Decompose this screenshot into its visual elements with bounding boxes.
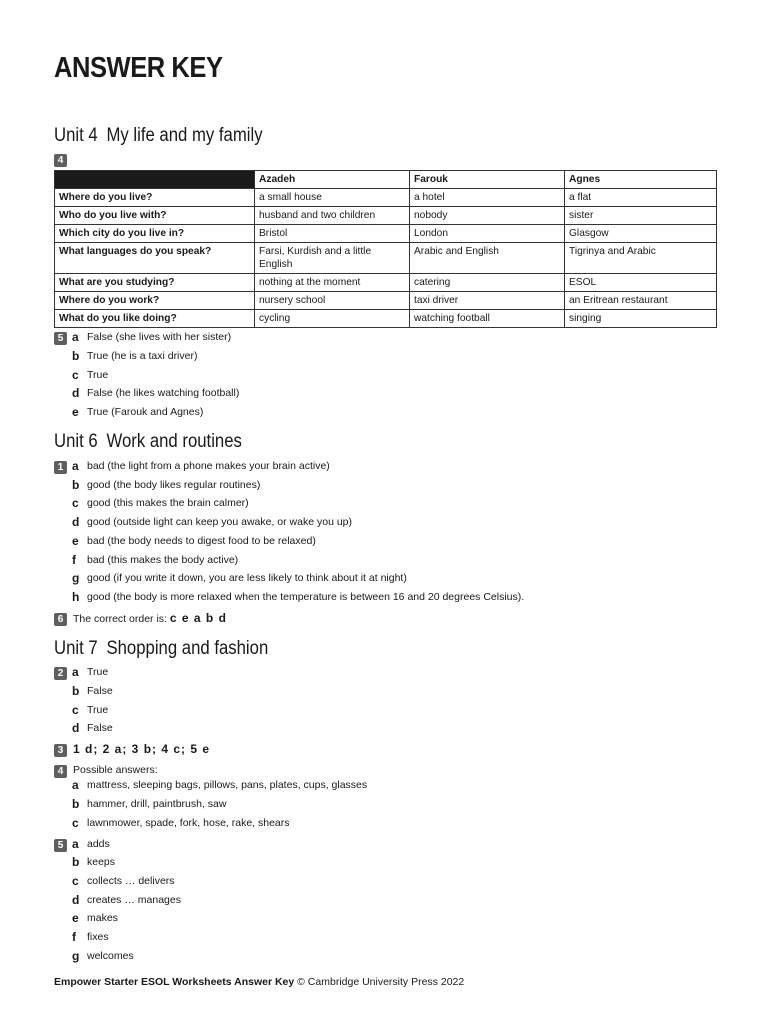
- table-cell: Arabic and English: [410, 243, 565, 274]
- table-cell: an Eritrean restaurant: [565, 292, 717, 310]
- table-header-blank: [55, 171, 255, 189]
- table-cell: Where do you work?: [55, 292, 255, 310]
- exercise-badge: 5: [54, 839, 67, 852]
- item-text: bad (this makes the body active): [87, 554, 239, 566]
- exercise-badge: 1: [54, 461, 67, 474]
- item-label: a: [72, 330, 79, 344]
- unit-6-number: Unit 6: [54, 431, 98, 452]
- unit-6-name: Work and routines: [106, 431, 242, 452]
- item-label: b: [72, 684, 80, 698]
- item-label: b: [72, 349, 80, 363]
- table-row: [55, 225, 717, 243]
- exercise-badge: 2: [54, 667, 67, 680]
- unit-7-number: Unit 7: [54, 638, 98, 659]
- table-cell: Where do you live?: [55, 189, 255, 207]
- item-text: False: [87, 722, 113, 734]
- item-label: d: [72, 386, 80, 400]
- page-title: ANSWER KEY: [54, 52, 223, 84]
- table-cell: Who do you live with?: [55, 207, 255, 225]
- table-cell: [255, 243, 410, 274]
- table-cell: nursery school: [255, 292, 410, 310]
- table-header: Azadeh: [255, 171, 410, 189]
- item-text: good (if you write it down, you are less likely to think about it at night): [87, 572, 407, 584]
- exercise-badge: 4: [54, 154, 67, 167]
- item-text: False: [87, 685, 113, 697]
- item-label: g: [72, 571, 80, 585]
- item-label: c: [72, 496, 79, 510]
- item-label: c: [72, 368, 79, 382]
- item-text: bad (the light from a phone makes your brain active): [87, 460, 330, 472]
- item-text: good (the body likes regular routines): [87, 479, 261, 491]
- table-cell-text: Farsi, Kurdish and a little English: [259, 246, 372, 270]
- table-cell: What languages do you speak?: [55, 243, 255, 274]
- table-cell: a flat: [565, 189, 717, 207]
- item-text: True: [87, 704, 109, 716]
- unit-4-number: Unit 4: [54, 125, 98, 146]
- correct-order-prefix: The correct order is:: [73, 613, 167, 625]
- item-label: c: [72, 816, 79, 830]
- footer-title: Empower Starter ESOL Worksheets Answer Key: [54, 976, 295, 988]
- table-cell: husband and two children: [255, 207, 410, 225]
- page-footer: [54, 976, 464, 988]
- item-label: e: [72, 405, 79, 419]
- possible-answers-intro: Possible answers:: [73, 764, 158, 776]
- table-row: [55, 274, 717, 292]
- item-label: f: [72, 930, 76, 944]
- item-text: True (he is a taxi driver): [87, 350, 198, 362]
- unit-7-name: Shopping and fashion: [106, 638, 269, 659]
- table-cell: watching football: [410, 310, 565, 328]
- item-text: True: [87, 369, 109, 381]
- item-text: welcomes: [87, 950, 134, 962]
- table-header: Agnes: [565, 171, 717, 189]
- item-text: adds: [87, 838, 110, 850]
- unit-7-heading: [54, 638, 268, 660]
- table-cell: catering: [410, 274, 565, 292]
- item-text: bad (the body needs to digest food to be relaxed): [87, 535, 316, 547]
- table-cell: What are you studying?: [55, 274, 255, 292]
- table-row: [55, 243, 717, 274]
- item-text: good (the body is more relaxed when the temperature is between 16 and 20 degrees Celsius).: [87, 591, 525, 603]
- item-text: lawnmower, spade, fork, hose, rake, shears: [87, 817, 290, 829]
- item-label: a: [72, 778, 79, 792]
- item-label: c: [72, 874, 79, 888]
- item-label: d: [72, 515, 80, 529]
- item-text: makes: [87, 912, 118, 924]
- table-row: [55, 292, 717, 310]
- exercise-badge: 5: [54, 332, 67, 345]
- item-label: a: [72, 459, 79, 473]
- table-cell: Which city do you live in?: [55, 225, 255, 243]
- exercise-badge: 6: [54, 613, 67, 626]
- table-cell: Tigrinya and Arabic: [565, 243, 717, 274]
- item-text: good (outside light can keep you awake, or wake you up): [87, 516, 352, 528]
- table-row: [55, 207, 717, 225]
- exercise-badge: 3: [54, 744, 67, 757]
- matching-answer: 1 d; 2 a; 3 b; 4 c; 5 e: [73, 742, 211, 756]
- table-cell: Glasgow: [565, 225, 717, 243]
- table-cell: ESOL: [565, 274, 717, 292]
- item-label: b: [72, 797, 80, 811]
- table-row: [55, 310, 717, 328]
- item-text: True: [87, 666, 109, 678]
- unit-4-heading: [54, 125, 263, 147]
- item-label: d: [72, 893, 80, 907]
- table-cell: nothing at the moment: [255, 274, 410, 292]
- item-text: keeps: [87, 856, 116, 868]
- item-label: c: [72, 703, 79, 717]
- exercise-badge: 4: [54, 765, 67, 778]
- correct-order-value: c e a b d: [169, 611, 227, 625]
- table-cell: taxi driver: [410, 292, 565, 310]
- table-cell: a small house: [255, 189, 410, 207]
- footer-copyright: © Cambridge University Press 2022: [297, 976, 465, 988]
- item-text: hammer, drill, paintbrush, saw: [87, 798, 227, 810]
- item-label: d: [72, 721, 80, 735]
- item-text: False (he likes watching football): [87, 387, 240, 399]
- item-label: f: [72, 553, 76, 567]
- item-label: e: [72, 534, 79, 548]
- unit-4-name: My life and my family: [106, 125, 263, 146]
- table-cell: cycling: [255, 310, 410, 328]
- table-header-row: [55, 171, 717, 189]
- table-cell: nobody: [410, 207, 565, 225]
- item-text: fixes: [87, 931, 109, 943]
- item-label: h: [72, 590, 80, 604]
- item-text: good (this makes the brain calmer): [87, 497, 249, 509]
- item-label: a: [72, 665, 79, 679]
- table-cell: London: [410, 225, 565, 243]
- item-text: collects … delivers: [87, 875, 175, 887]
- item-label: b: [72, 855, 80, 869]
- table-cell: a hotel: [410, 189, 565, 207]
- item-label: b: [72, 478, 80, 492]
- item-label: e: [72, 911, 79, 925]
- item-text: True (Farouk and Agnes): [87, 406, 204, 418]
- table-row: [55, 189, 717, 207]
- unit-4-table: [54, 170, 717, 328]
- table-cell: Bristol: [255, 225, 410, 243]
- item-text: mattress, sleeping bags, pillows, pans, plates, cups, glasses: [87, 779, 368, 791]
- item-text: creates … manages: [87, 894, 181, 906]
- table-header: Farouk: [410, 171, 565, 189]
- item-label: a: [72, 837, 79, 851]
- table-cell: What do you like doing?: [55, 310, 255, 328]
- table-cell: singing: [565, 310, 717, 328]
- item-text: False (she lives with her sister): [87, 331, 232, 343]
- table-cell: sister: [565, 207, 717, 225]
- unit-6-heading: [54, 431, 242, 453]
- item-label: g: [72, 949, 80, 963]
